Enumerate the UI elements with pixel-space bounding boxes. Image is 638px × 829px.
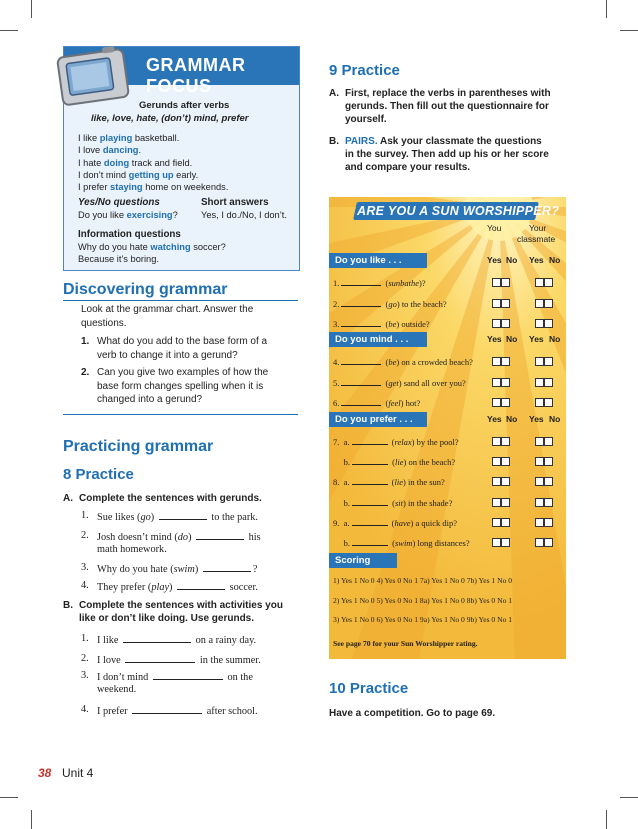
answer-blank[interactable] xyxy=(132,704,202,714)
text: b. xyxy=(333,457,350,468)
text: ) xyxy=(188,532,195,543)
checkbox[interactable] xyxy=(501,538,510,547)
text: track and field. xyxy=(129,157,193,168)
scoring-line: 2) Yes 1 No 0 5) Yes 0 No 1 8a) Yes 1 No 0 8b) Yes 0 No 1 xyxy=(333,595,513,605)
text: b. xyxy=(333,497,350,508)
text: in the sun? xyxy=(405,477,445,488)
sun-worshipper-survey xyxy=(329,197,566,659)
grammar-focus-subtitle: Gerunds after verbs xyxy=(139,100,230,111)
text: hot? xyxy=(403,398,421,408)
practicing-heading: Practicing grammar xyxy=(63,438,214,455)
answer-blank[interactable] xyxy=(352,516,388,526)
yes-no-label: No xyxy=(506,414,518,424)
crop-mark xyxy=(606,810,607,829)
col-classmate-label: classmate xyxy=(517,234,556,244)
checkbox[interactable] xyxy=(544,437,553,446)
text: on a rainy day. xyxy=(193,635,257,646)
checkbox[interactable] xyxy=(501,378,510,387)
text: Sue likes ( xyxy=(97,512,141,523)
practice-9b-text: in the survey. Then add up his or her score xyxy=(345,149,549,160)
text: I like xyxy=(97,635,122,646)
text: long distances? xyxy=(415,538,470,548)
checkbox[interactable] xyxy=(535,538,544,547)
verb-hint: sit xyxy=(394,497,403,508)
answer-blank[interactable] xyxy=(352,455,388,465)
verb-hint: play xyxy=(151,582,170,593)
crop-mark xyxy=(31,0,32,18)
survey-question: b. (swim) long distances? xyxy=(333,538,470,548)
checkbox[interactable] xyxy=(492,357,501,366)
survey-question: 9. a. (have) a quick dip? xyxy=(333,517,458,528)
text: Josh doesn’t mind ( xyxy=(97,532,178,543)
yes-no-label: Yes xyxy=(487,414,502,424)
answer-blank[interactable] xyxy=(352,435,388,445)
checkbox[interactable] xyxy=(535,278,544,287)
text: basketball. xyxy=(132,133,180,143)
crop-mark xyxy=(0,30,18,31)
grammar-focus-box xyxy=(63,46,300,271)
question-text: What do you add to the base form of a xyxy=(97,336,268,347)
gerund-highlight: dancing xyxy=(102,145,139,156)
checkbox[interactable] xyxy=(544,357,553,366)
answer-blank[interactable] xyxy=(341,276,381,286)
answer-blank[interactable] xyxy=(352,536,388,546)
exercise-sentence xyxy=(97,562,257,575)
checkbox[interactable] xyxy=(544,278,553,287)
survey-question: 8. a. (lie) in the sun? xyxy=(333,477,445,488)
answer-blank[interactable] xyxy=(125,653,195,663)
text: I prefer xyxy=(78,182,111,193)
text: 7. a. xyxy=(333,437,350,447)
practice-8a-label: A. xyxy=(63,493,73,504)
verb-hint: do xyxy=(177,532,189,543)
practice-9a-label: A. xyxy=(329,88,339,99)
crop-mark xyxy=(620,30,638,31)
verb-hint: go xyxy=(140,512,151,523)
text: 3. xyxy=(333,319,340,329)
answer-blank[interactable] xyxy=(203,562,251,572)
yesno-heading: Yes/No questions xyxy=(78,197,160,208)
answer-blank[interactable] xyxy=(352,496,388,506)
text: early. xyxy=(173,169,199,180)
text: They prefer ( xyxy=(97,582,152,593)
text: ? xyxy=(421,278,426,288)
divider xyxy=(63,414,298,415)
verb-hint: be xyxy=(388,319,397,329)
answer-blank[interactable] xyxy=(341,317,381,327)
survey-question: 2. (go) to the beach? xyxy=(333,298,447,309)
checkbox[interactable] xyxy=(492,278,501,287)
text: after school. xyxy=(204,706,258,717)
gerund-highlight: getting up xyxy=(128,169,174,180)
checkbox[interactable] xyxy=(535,319,544,328)
item-number: 4. xyxy=(81,580,89,591)
item-number: 2. xyxy=(81,653,89,664)
gerund-highlight: doing xyxy=(103,157,130,168)
checkbox[interactable] xyxy=(544,457,553,466)
survey-title: ARE YOU A SUN WORSHIPPER? xyxy=(357,204,560,218)
practice-9b-text: PAIRS. Ask your classmate the questions xyxy=(345,136,542,147)
text: on the beach? xyxy=(406,457,456,468)
checkbox[interactable] xyxy=(535,398,544,407)
checkbox[interactable] xyxy=(501,299,510,308)
text: on the xyxy=(224,672,253,683)
item-number: 1. xyxy=(81,633,89,644)
survey-question: 1. (sunbathe)? xyxy=(333,278,426,288)
answer-blank[interactable] xyxy=(159,510,207,520)
practice-8a-instruction: Complete the sentences with gerunds. xyxy=(79,493,262,504)
checkbox[interactable] xyxy=(535,518,544,527)
text: 2. xyxy=(333,298,340,309)
item-number: 2. xyxy=(81,530,89,541)
text: a quick dip? xyxy=(413,517,458,528)
verb-hint: swim xyxy=(173,564,195,575)
practice-10-heading: 10 Practice xyxy=(329,680,409,697)
text: . xyxy=(138,145,142,156)
text: in the summer. xyxy=(197,655,261,666)
survey-question: 3. (be) outside? xyxy=(333,319,430,329)
exercise-sentence xyxy=(97,510,258,523)
camera-icon xyxy=(54,43,134,109)
unit-label: Unit 4 xyxy=(62,766,94,780)
checkbox[interactable] xyxy=(544,518,553,527)
verb-hint: have xyxy=(394,517,411,528)
yes-no-label: Yes xyxy=(529,414,544,424)
checkbox[interactable] xyxy=(492,319,501,328)
survey-question: b. (sit) in the shade? xyxy=(333,497,453,508)
answer-blank[interactable] xyxy=(352,475,388,485)
checkbox[interactable] xyxy=(501,437,510,446)
checkbox[interactable] xyxy=(544,378,553,387)
col-you-label: You xyxy=(487,223,502,233)
text: Why do you hate ( xyxy=(97,564,174,575)
answer-blank[interactable] xyxy=(341,396,381,406)
grammar-focus-subtitle-verbs: like, love, hate, (don’t) mind, prefer xyxy=(91,113,249,124)
yes-no-label: Yes xyxy=(529,334,544,344)
checkbox[interactable] xyxy=(492,518,501,527)
practice-9a-text: gerunds. Then fill out the questionnaire for xyxy=(345,101,549,112)
practice-9a-text: First, replace the verbs in parentheses with xyxy=(345,88,551,99)
crop-mark xyxy=(620,797,638,798)
section-bar: Do you prefer . . . xyxy=(329,412,427,427)
yes-no-label: No xyxy=(506,334,518,344)
text: his xyxy=(246,532,261,543)
text: home on weekends. xyxy=(142,182,229,193)
grammar-example-line xyxy=(78,145,141,155)
gerund-highlight: playing xyxy=(99,133,133,143)
checkbox[interactable] xyxy=(535,378,544,387)
gerund-highlight: staying xyxy=(110,182,143,193)
text: sand all over you? xyxy=(401,377,466,388)
checkbox[interactable] xyxy=(492,538,501,547)
checkbox[interactable] xyxy=(501,457,510,466)
discovering-intro: Look at the grammar chart. Answer the xyxy=(81,304,254,315)
item-number: 4. xyxy=(81,704,89,715)
checkbox[interactable] xyxy=(501,278,510,287)
grammar-example-line xyxy=(78,182,228,192)
text: to the park. xyxy=(208,512,258,523)
yes-no-label: No xyxy=(506,255,518,265)
verb-hint: be xyxy=(388,357,397,367)
practice-8b-instruction: Complete the sentences with activities you xyxy=(79,600,283,611)
grammar-example-line xyxy=(78,158,192,168)
text: in the shade? xyxy=(405,497,453,508)
item-number: 1. xyxy=(81,510,89,521)
short-answers-heading: Short answers xyxy=(201,197,269,208)
info-answer: Because it’s boring. xyxy=(78,254,159,264)
crop-mark xyxy=(0,797,18,798)
question-text: verb to change it into a gerund? xyxy=(97,349,238,361)
grammar-example-line xyxy=(78,170,198,180)
checkbox[interactable] xyxy=(544,498,553,507)
discovering-intro: questions. xyxy=(81,318,127,329)
checkbox[interactable] xyxy=(501,398,510,407)
checkbox[interactable] xyxy=(544,319,553,328)
yes-no-label: Yes xyxy=(487,334,502,344)
text: I don’t mind xyxy=(78,169,129,180)
survey-question: 4. (be) on a crowded beach? xyxy=(333,357,473,367)
exercise-sentence-cont: math homework. xyxy=(97,544,167,555)
practice-8-heading: 8 Practice xyxy=(63,466,134,483)
exercise-sentence xyxy=(97,704,258,717)
text: I prefer xyxy=(97,706,131,717)
practice-9b-text: and compare your results. xyxy=(345,162,471,173)
item-number: 3. xyxy=(81,670,89,681)
yes-no-label: No xyxy=(549,334,561,344)
survey-question: 7. a. (relax) by the pool? xyxy=(333,437,459,447)
grammar-example-line xyxy=(78,133,179,143)
text: to the beach? xyxy=(399,298,447,309)
yes-no-label: Yes xyxy=(487,255,502,265)
checkbox[interactable] xyxy=(544,398,553,407)
practice-8b-instruction: like or don’t like doing. Use gerunds. xyxy=(79,613,255,624)
checkbox[interactable] xyxy=(501,319,510,328)
scoring-line: 3) Yes 1 No 0 6) Yes 0 No 1 9a) Yes 1 No 0 9b) Yes 0 No 1 xyxy=(333,615,513,624)
crop-mark xyxy=(606,0,607,18)
section-bar: Do you like . . . xyxy=(329,253,427,268)
text: 4. xyxy=(333,357,340,367)
verb-hint: get xyxy=(388,377,399,388)
question-text: changed into a gerund? xyxy=(97,394,203,405)
text: outside? xyxy=(399,319,430,329)
short-answers: Yes, I do./No, I don’t. xyxy=(201,210,287,220)
checkbox[interactable] xyxy=(535,357,544,366)
text: 9. a. xyxy=(333,517,350,528)
verb-hint: go xyxy=(388,298,397,309)
answer-blank[interactable] xyxy=(341,297,381,307)
question-number: 1. xyxy=(81,336,90,347)
divider xyxy=(63,300,298,301)
survey-question: b. (lie) on the beach? xyxy=(333,457,456,468)
checkbox[interactable] xyxy=(535,299,544,308)
answer-blank[interactable] xyxy=(177,580,225,590)
checkbox[interactable] xyxy=(501,498,510,507)
exercise-sentence xyxy=(97,670,253,683)
checkbox[interactable] xyxy=(492,457,501,466)
col-classmate-label: Your xyxy=(529,223,547,233)
verb-hint: swim xyxy=(394,538,413,548)
survey-question: 6. (feel) hot? xyxy=(333,398,421,408)
yes-no-label: No xyxy=(549,255,561,265)
survey-question: 5. (get) sand all over you? xyxy=(333,377,466,388)
answer-blank[interactable] xyxy=(153,670,223,680)
practice-9a-text: yourself. xyxy=(345,114,387,125)
text: I don’t mind xyxy=(97,672,151,683)
discovering-heading: Discovering grammar xyxy=(63,281,228,298)
text: 1. xyxy=(333,278,340,288)
checkbox[interactable] xyxy=(535,477,544,486)
yes-no-label: Yes xyxy=(529,255,544,265)
answer-blank[interactable] xyxy=(341,355,381,365)
practice-9b-label: B. xyxy=(329,136,339,147)
checkbox[interactable] xyxy=(535,457,544,466)
verb-hint: relax xyxy=(394,437,412,447)
text: b. xyxy=(333,538,350,548)
checkbox[interactable] xyxy=(544,477,553,486)
checkbox[interactable] xyxy=(501,518,510,527)
text: on a crowded beach? xyxy=(399,357,473,367)
page-number: 38 xyxy=(38,766,52,780)
checkbox[interactable] xyxy=(501,477,510,486)
scoring-note: See page 70 for your Sun Worshipper rating. xyxy=(333,639,478,648)
answer-blank[interactable] xyxy=(196,530,244,540)
checkbox[interactable] xyxy=(492,378,501,387)
verb-hint: feel xyxy=(388,398,401,408)
checkbox[interactable] xyxy=(492,299,501,308)
text: I love xyxy=(78,145,103,156)
exercise-sentence xyxy=(97,633,256,646)
exercise-sentence-cont: weekend. xyxy=(97,684,137,695)
checkbox[interactable] xyxy=(492,477,501,486)
yes-no-label: No xyxy=(549,414,561,424)
crop-mark xyxy=(31,810,32,829)
scoring-line: 1) Yes 1 No 0 4) Yes 0 No 1 7a) Yes 1 No 0 7b) Yes 1 No 0 xyxy=(333,576,513,585)
text: ) xyxy=(169,582,176,593)
text: by the pool? xyxy=(414,437,459,447)
checkbox[interactable] xyxy=(492,398,501,407)
practice-9-heading: 9 Practice xyxy=(329,62,400,79)
exercise-sentence xyxy=(97,580,258,593)
checkbox[interactable] xyxy=(535,437,544,446)
text: ) xyxy=(194,564,201,575)
text: I hate xyxy=(78,157,104,168)
text: ) xyxy=(150,512,157,523)
text: ? xyxy=(252,564,258,575)
question-number: 2. xyxy=(81,367,90,378)
exercise-sentence xyxy=(97,653,261,666)
info-question-example: Why do you hate watching soccer? xyxy=(78,242,226,252)
info-questions-heading: Information questions xyxy=(78,229,181,240)
verb-hint: sunbathe xyxy=(388,278,420,288)
verb-hint: lie xyxy=(394,457,404,468)
question-text: base form changes spelling when it is xyxy=(97,380,264,392)
verb-hint: lie xyxy=(394,477,403,488)
checkbox[interactable] xyxy=(492,437,501,446)
practice-8b-label: B. xyxy=(63,600,73,611)
text: soccer. xyxy=(227,582,258,593)
answer-blank[interactable] xyxy=(341,376,381,386)
grammar-focus-title: GRAMMAR FOCUS xyxy=(146,55,246,96)
checkbox[interactable] xyxy=(544,299,553,308)
section-bar: Do you mind . . . xyxy=(329,332,427,347)
item-number: 3. xyxy=(81,562,89,573)
checkbox[interactable] xyxy=(492,498,501,507)
text: 5. xyxy=(333,377,340,388)
text: 6. xyxy=(333,398,340,408)
exercise-sentence xyxy=(97,530,261,543)
text: I like xyxy=(78,133,100,143)
answer-blank[interactable] xyxy=(123,633,191,643)
question-text: Can you give two examples of how the xyxy=(97,367,269,378)
checkbox[interactable] xyxy=(544,538,553,547)
checkbox[interactable] xyxy=(535,498,544,507)
scoring-bar: Scoring xyxy=(329,553,397,568)
text: I love xyxy=(97,655,124,666)
checkbox[interactable] xyxy=(501,357,510,366)
practice-10-text: Have a competition. Go to page 69. xyxy=(329,708,496,719)
yesno-example: Do you like exercising? xyxy=(78,210,178,220)
text: 8. a. xyxy=(333,477,350,488)
